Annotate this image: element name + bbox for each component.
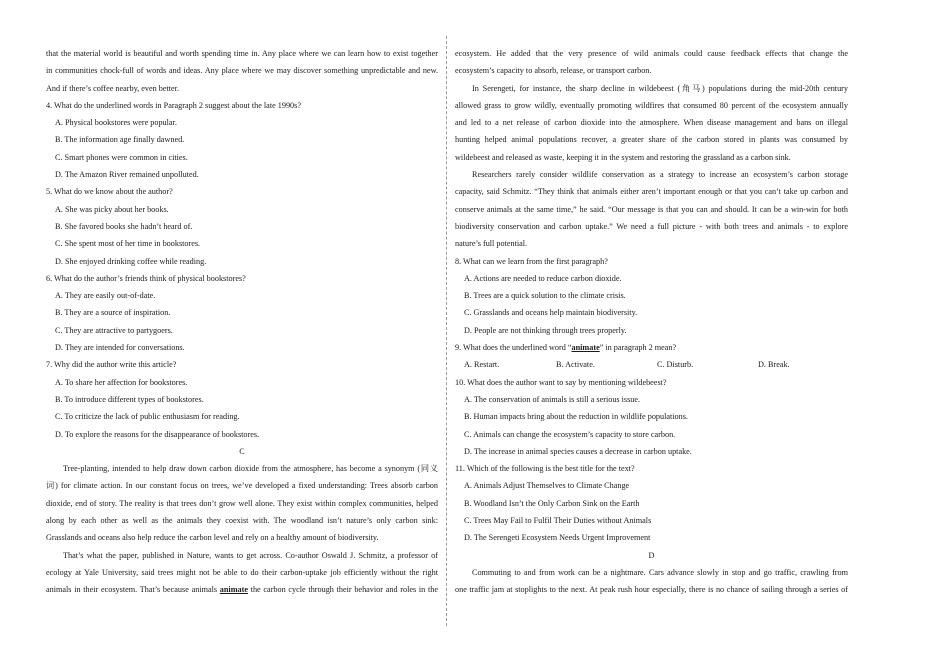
- underlined-word-animate: animate: [219, 585, 248, 595]
- question-4-option-d[interactable]: D. The Amazon River remained unpolluted.: [55, 170, 199, 180]
- question-8-option-b[interactable]: B. Trees are a quick solution to the climate crisis.: [464, 291, 626, 301]
- underlined-word-animate: animate: [571, 343, 600, 353]
- question-4-option-c[interactable]: C. Smart phones were common in cities.: [55, 152, 188, 162]
- question-10-option-c[interactable]: C. Animals can change the ecosystem’s capacity to store carbon.: [464, 429, 676, 439]
- question-9-stem: [455, 339, 848, 356]
- question-7-option-a[interactable]: A. To share her affection for bookstores.: [55, 377, 188, 387]
- question-7-stem: 7. Why did the author write this article?: [46, 360, 177, 370]
- passage-c-paragraph-2-line: That’s what the paper, published in Nature, wants to get across. Co-author Oswald J. Schmitz, a professor of: [63, 550, 438, 560]
- question-9-option-c[interactable]: C. Disturb.: [657, 360, 694, 370]
- question-7-option-c[interactable]: C. To criticize the lack of public enthusiasm for reading.: [55, 412, 240, 422]
- column-divider: [446, 36, 447, 626]
- question-11-option-a[interactable]: A. Animals Adjust Themselves to Climate Change: [464, 481, 630, 491]
- question-11-option-b[interactable]: B. Woodland Isn’t the Only Carbon Sink on the Earth: [464, 498, 640, 508]
- text-segment: 9. What does the underlined word “: [455, 343, 572, 353]
- passage-d-paragraph-1-line: Commuting to and from work can be a nightmare. Cars advance slowly in stop and go traffic, crawling from: [472, 567, 848, 577]
- question-10-stem: 10. What does the author want to say by mentioning wildebeest?: [455, 377, 667, 387]
- question-9-options-row: [455, 356, 848, 373]
- question-10-option-d[interactable]: D. The increase in animal species causes a decrease in carbon uptake.: [464, 446, 692, 456]
- question-11-stem: 11. Which of the following is the best title for the text?: [455, 464, 635, 474]
- question-10-option-a[interactable]: A. The conservation of animals is still a serious issue.: [464, 394, 641, 404]
- passage-c-paragraph-2-line: ecology at Yale University, said trees might not be able to do their carbon-uptake job efficiently without the right: [46, 567, 438, 577]
- question-8-option-a[interactable]: A. Actions are needed to reduce carbon dioxide.: [464, 273, 622, 283]
- question-6-option-c[interactable]: C. They are attractive to partygoers.: [55, 325, 173, 335]
- question-4-option-b[interactable]: B. The information age finally dawned.: [55, 135, 185, 145]
- question-5-stem: 5. What do we know about the author?: [46, 187, 173, 197]
- question-9-option-b[interactable]: B. Activate.: [556, 360, 595, 370]
- passage-c-paragraph-4-line: conserve animals at the same time,” he said. “Our message is that you can and should. It can be a win-win for both: [455, 204, 848, 214]
- question-5-option-d[interactable]: D. She enjoyed drinking coffee while reading.: [55, 256, 207, 266]
- passage-c-paragraph-2-line: [46, 581, 438, 598]
- question-6-stem: 6. What do the author’s friends think of physical bookstores?: [46, 273, 246, 283]
- passage-c-paragraph-4-line: biodiversity conservation and carbon uptake.” We need a full picture - with both trees and animals - to explore: [455, 221, 848, 231]
- question-4-option-a[interactable]: A. Physical bookstores were popular.: [55, 118, 177, 128]
- passage-c-paragraph-1-line: Tree-planting, intended to help draw down carbon dioxide from the atmosphere, has become a synonym (同义: [63, 464, 438, 474]
- question-6-option-b[interactable]: B. They are a source of inspiration.: [55, 308, 171, 318]
- question-10-option-b[interactable]: B. Human impacts bring about the reduction in wildlife populations.: [464, 412, 688, 422]
- passage-c-paragraph-1-line: 词) for climate action. In our constant focus on trees, we’ve developed a fixed understanding: Trees absorb carbon: [46, 481, 438, 491]
- text-segment: the carbon cycle through their behavior and roles in the: [247, 585, 438, 595]
- question-5-option-a[interactable]: A. She was picky about her books.: [55, 204, 169, 214]
- passage-c-paragraph-3-line: and led to a net release of carbon dioxide into the atmosphere. When disease management and bans on illegal: [455, 118, 848, 128]
- section-d-heading: D: [648, 550, 655, 560]
- text-segment: ” in paragraph 2 mean?: [599, 343, 677, 353]
- right-column: [455, 45, 848, 599]
- passage-c-paragraph-1-line: Grasslands and oceans also help reduce the carbon level and rely on a healthy amount of biodiversity.: [46, 533, 379, 543]
- passage-b-continuation-line: that the material world is beautiful and worth spending time in. Any place where we can learn how to exist together: [46, 49, 438, 58]
- question-11-option-c[interactable]: C. Trees May Fail to Fulfil Their Duties without Animals: [464, 516, 652, 526]
- passage-c-paragraph-4-line: capacity, said Schmitz. “They think that animals either aren’t important enough or that you can’t take up carbon and: [455, 187, 848, 197]
- passage-c-paragraph-4-line: nature’s full potential.: [455, 239, 528, 249]
- question-8-option-d[interactable]: D. People are not thinking through trees properly.: [464, 325, 627, 335]
- question-5-option-c[interactable]: C. She spent most of her time in bookstores.: [55, 239, 201, 249]
- passage-c-paragraph-1-line: dioxide, end of story. The reality is that trees don’t grow well alone. They exist within complex communities, helped: [46, 498, 438, 508]
- question-8-option-c[interactable]: C. Grasslands and oceans help maintain biodiversity.: [464, 308, 638, 318]
- passage-c-paragraph-3-line: In Serengeti, for instance, the sharp decline in wildebeest (角马) populations during the mid-20th century: [472, 83, 848, 93]
- question-7-option-d[interactable]: D. To explore the reasons for the disappearance of bookstores.: [55, 429, 260, 439]
- question-5-option-b[interactable]: B. She favored books she hadn’t heard of.: [55, 221, 193, 231]
- passage-c-paragraph-3-line: wildebeest and released as waste, keeping it in the system and restoring the grassland as a carbon sink.: [455, 152, 791, 162]
- passage-c-paragraph-4-line: Researchers rarely consider wildlife conservation as a strategy to increase an ecosystem’s carbon storage: [472, 170, 848, 180]
- question-4-stem: 4. What do the underlined words in Paragraph 2 suggest about the late 1990s?: [46, 100, 301, 110]
- passage-d-paragraph-1-line: one traffic jam at stoplights to the next. At peak rush hour especially, there is no chance of sailing through a series of: [455, 585, 848, 595]
- passage-b-continuation-line: And if there’s coffee nearby, even better.: [46, 83, 179, 93]
- question-7-option-b[interactable]: B. To introduce different types of bookstores.: [55, 394, 204, 404]
- passage-c-paragraph-3-line: hunting helped animal populations recover, a greater share of the carbon stored in plants was consumed by: [455, 135, 848, 145]
- question-8-stem: 8. What can we learn from the first paragraph?: [455, 256, 608, 266]
- question-6-option-d[interactable]: D. They are intended for conversations.: [55, 343, 185, 353]
- question-9-option-d[interactable]: D. Break.: [758, 360, 790, 370]
- text-segment: animals in their ecosystem. That’s because animals: [46, 585, 220, 595]
- left-column: [46, 45, 438, 599]
- question-11-option-d[interactable]: D. The Serengeti Ecosystem Needs Urgent Improvement: [464, 533, 651, 543]
- passage-c-continuation-line: ecosystem. He added that the very presence of wild animals could cause feedback effects that change the: [455, 49, 848, 58]
- section-c-heading: C: [239, 446, 245, 456]
- passage-c-paragraph-1-line: along by each other as well as the animals they coexist with. The woodland isn’t nature’s only carbon sink:: [46, 516, 438, 526]
- passage-b-continuation-line: in communities chock-full of words and ideas. Any place where we may discover something unpredictable and new.: [46, 66, 438, 76]
- passage-c-continuation-line: ecosystem’s capacity to absorb, release, or transport carbon.: [455, 66, 652, 76]
- passage-c-paragraph-3-line: allowed grass to grow wildly, eventually promoting wildfires that consumed 80 percent of the ecosystem annually: [455, 100, 848, 110]
- question-9-option-a[interactable]: A. Restart.: [464, 360, 500, 370]
- question-6-option-a[interactable]: A. They are easily out-of-date.: [55, 291, 156, 301]
